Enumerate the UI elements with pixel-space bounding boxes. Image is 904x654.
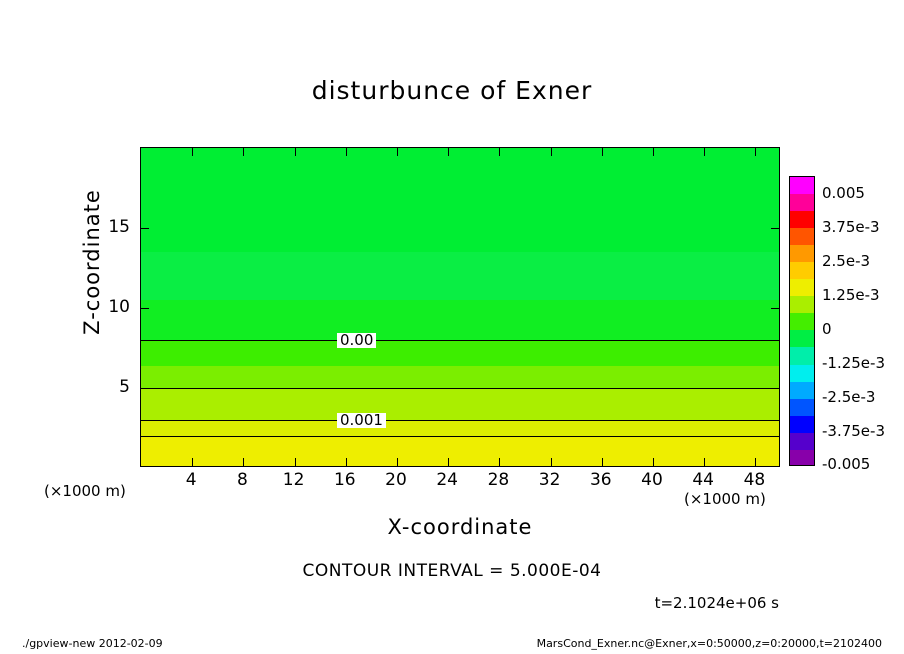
y-tick-right	[771, 388, 779, 389]
fill-band	[141, 148, 779, 252]
y-tick-label: 15	[108, 217, 130, 237]
x-tick	[192, 458, 193, 466]
colorbar-segment	[790, 416, 814, 433]
fill-band	[141, 420, 779, 436]
y-tick-label: 10	[108, 297, 130, 317]
colorbar-segment	[790, 177, 814, 194]
x-tick-label: 12	[282, 470, 305, 490]
x-tick-label: 4	[185, 470, 197, 490]
colorbar-segment	[790, 313, 814, 330]
colorbar-segment	[790, 382, 814, 399]
colorbar-segment	[790, 211, 814, 228]
colorbar-segment	[790, 279, 814, 296]
colorbar-segment	[790, 399, 814, 416]
x-tick	[397, 458, 398, 466]
x-tick	[602, 458, 603, 466]
colorbar-segment	[790, 347, 814, 364]
fill-band	[141, 252, 779, 300]
y-axis-title: Z-coordinate	[80, 189, 104, 335]
plot-area	[140, 147, 780, 467]
colorbar-segment	[790, 296, 814, 313]
x-tick-top	[192, 148, 193, 156]
fill-band	[141, 436, 779, 467]
colorbar-segment	[790, 330, 814, 347]
contour-line-0001	[141, 420, 779, 421]
z-axis-unit: (×1000 m)	[44, 482, 126, 500]
x-tick-label: 24	[436, 470, 459, 490]
x-tick	[755, 458, 756, 466]
colorbar-tick-label: -0.005	[822, 455, 871, 473]
x-tick-top	[653, 148, 654, 156]
contour-label-0: 0.00	[337, 333, 376, 348]
x-tick-top	[295, 148, 296, 156]
contour-interval-text: CONTOUR INTERVAL = 5.000E-04	[302, 561, 602, 581]
contour-line-minor	[141, 436, 779, 437]
x-tick-top	[704, 148, 705, 156]
x-tick-label: 40	[641, 470, 663, 490]
colorbar-tick-label: 0.005	[822, 184, 865, 202]
fill-band	[141, 366, 779, 388]
x-tick-label: 44	[692, 470, 715, 490]
colorbar	[789, 176, 815, 466]
x-tick	[243, 458, 244, 466]
time-stamp: t=2.1024e+06 s	[654, 594, 779, 612]
y-tick-right	[771, 308, 779, 309]
x-tick-label: 32	[538, 470, 561, 490]
x-tick	[704, 458, 705, 466]
x-tick-label: 36	[589, 470, 612, 490]
fill-band	[141, 388, 779, 420]
colorbar-tick-label: 0	[822, 320, 832, 338]
colorbar-segment	[790, 245, 814, 262]
x-tick-top	[602, 148, 603, 156]
x-tick-top	[448, 148, 449, 156]
x-tick-label: 8	[236, 470, 248, 490]
x-tick	[346, 458, 347, 466]
colorbar-tick-label: 1.25e-3	[822, 286, 880, 304]
x-tick	[551, 458, 552, 466]
contour-line-zero	[141, 340, 779, 341]
colorbar-tick-label: 3.75e-3	[822, 218, 880, 236]
colorbar-segment	[790, 228, 814, 245]
colorbar-tick-label: 2.5e-3	[822, 252, 871, 270]
x-tick-top	[397, 148, 398, 156]
x-tick-top	[499, 148, 500, 156]
x-tick-label: 20	[385, 470, 407, 490]
y-tick-label: 5	[119, 377, 130, 397]
colorbar-segment	[790, 194, 814, 211]
page-title: disturbunce of Exner	[311, 76, 593, 105]
footer-right: MarsCond_Exner.nc@Exner,x=0:50000,z=0:20000,t=2102400	[536, 637, 882, 650]
contour-label-1: 0.001	[337, 413, 386, 428]
fill-band	[141, 340, 779, 366]
x-axis-unit: (×1000 m)	[684, 490, 766, 508]
x-tick-label: 28	[487, 470, 510, 490]
y-tick	[141, 308, 149, 309]
colorbar-tick-label: -1.25e-3	[822, 354, 885, 372]
x-tick-label: 16	[333, 470, 356, 490]
colorbar-segment	[790, 450, 814, 466]
x-axis-title: X-coordinate	[387, 515, 533, 539]
y-tick	[141, 388, 149, 389]
x-tick-top	[346, 148, 347, 156]
y-tick	[141, 228, 149, 229]
fill-band	[141, 300, 779, 340]
colorbar-tick-label: -2.5e-3	[822, 388, 876, 406]
x-tick	[653, 458, 654, 466]
colorbar-segment	[790, 433, 814, 450]
x-tick-top	[755, 148, 756, 156]
colorbar-tick-label: -3.75e-3	[822, 422, 885, 440]
colorbar-segment	[790, 262, 814, 279]
y-tick-right	[771, 228, 779, 229]
x-tick-label: 48	[743, 470, 766, 490]
x-tick-top	[551, 148, 552, 156]
footer-left: ./gpview-new 2012-02-09	[22, 637, 163, 650]
x-tick	[295, 458, 296, 466]
colorbar-segment	[790, 365, 814, 382]
x-tick-top	[243, 148, 244, 156]
contour-line-minor	[141, 388, 779, 389]
x-tick	[499, 458, 500, 466]
x-tick	[448, 458, 449, 466]
